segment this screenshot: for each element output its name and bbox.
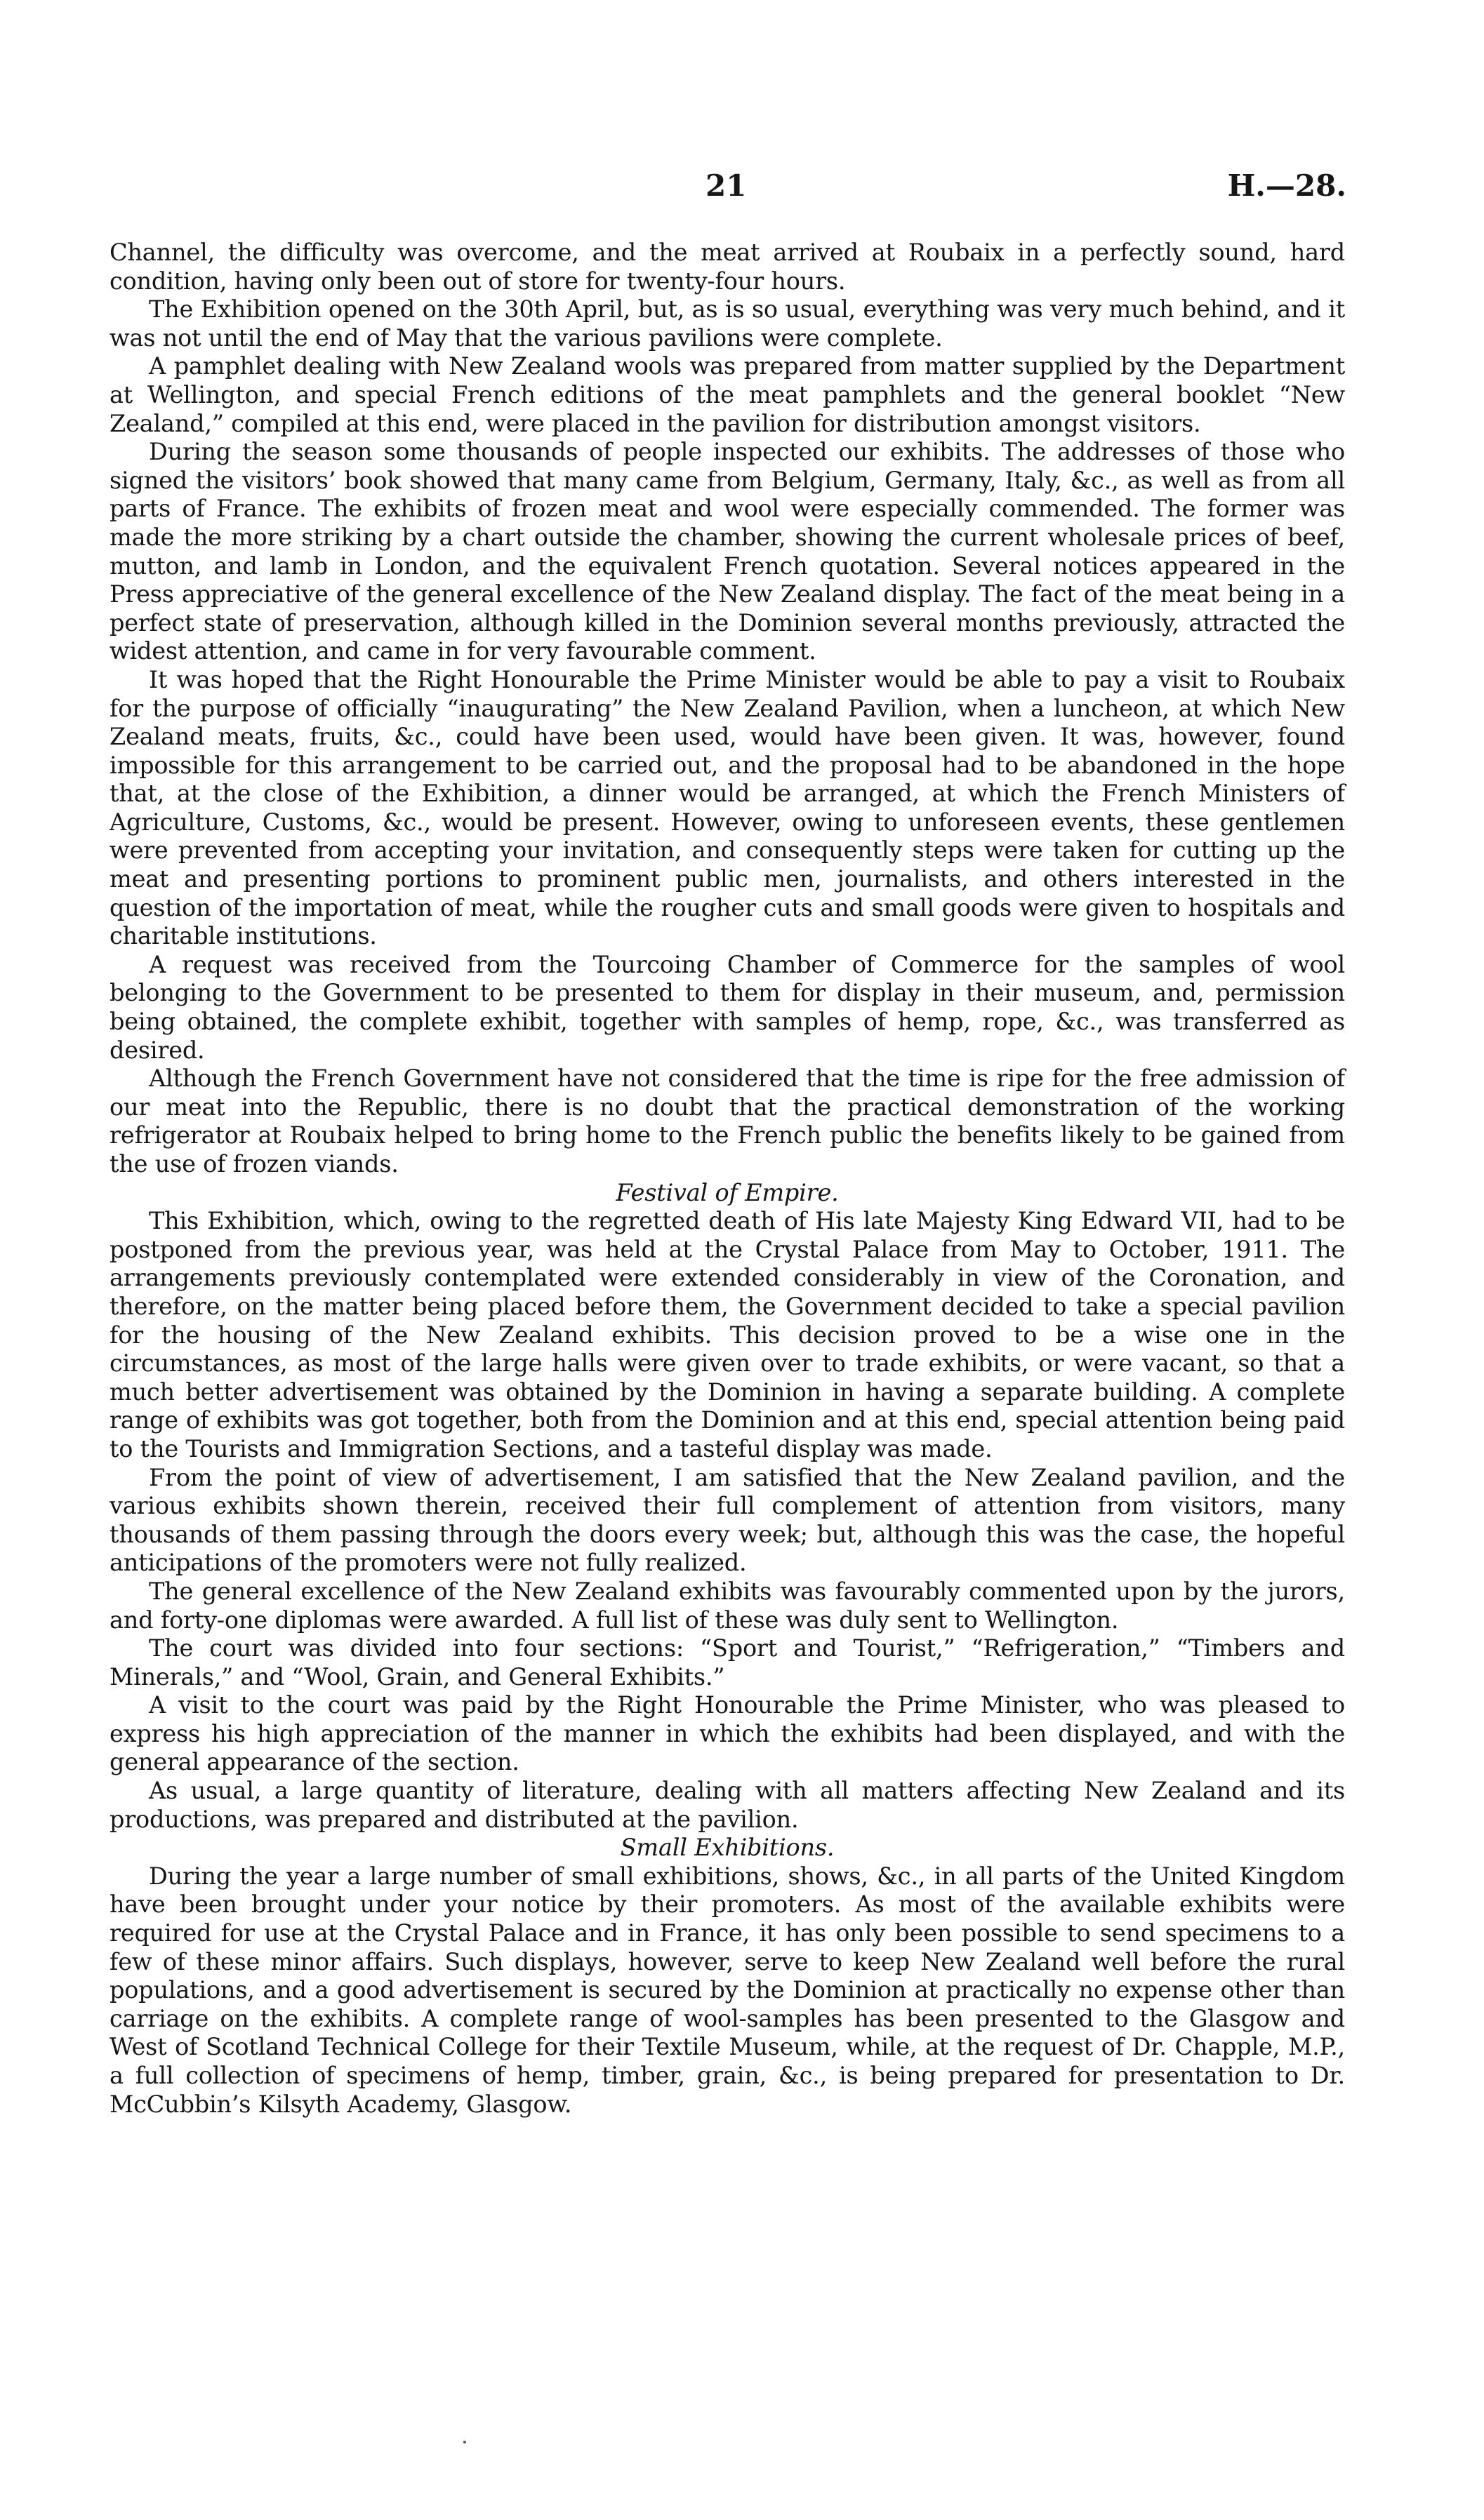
paragraph: The Exhibition opened on the 30th April, but, as is so usual, everything was very much behind, and it was not until the end of May that the various pavilions were complete.	[110, 295, 1345, 352]
paragraph: The court was divided into four sections: “Sport and Tourist,” “Refrigeration,” “Timbers and Minerals,” and “Wool, Grain, and General Exhibits.”	[110, 1634, 1345, 1691]
paragraph: A pamphlet dealing with New Zealand wools was prepared from matter supplied by the Department at Wellington, and special French editions of the meat pamphlets and the general booklet “New Zealand,” compiled at this end, were placed in the pavilion for distribution amongst visitors.	[110, 352, 1345, 437]
paragraph: During the season some thousands of people inspected our exhibits. The addresses of those who signed the visitors’ book showed that many came from Belgium, Germany, Italy, &c., as well as from all parts of France. The exhibits of frozen meat and wool were especially commended. The former was made the more striking by a chart outside the chamber, showing the current wholesale prices of beef, mutton, and lamb in London, and the equivalent French quotation. Several notices appeared in the Press appreciative of the general excellence of the New Zealand display. The fact of the meat being in a perfect state of preservation, although killed in the Dominion several months previously, attracted the widest attention, and came in for very favourable comment.	[110, 438, 1345, 665]
document-reference: H.—28.	[1227, 168, 1346, 203]
paragraph: Although the French Government have not considered that the time is ripe for the free admission of our meat into the Republic, there is no doubt that the practical demonstration of the working refrigerator at Roubaix helped to bring home to the French public the benefits likely to be gained from the use of frozen viands.	[110, 1065, 1345, 1178]
paragraph: As usual, a large quantity of literature, dealing with all matters affecting New Zealand and its productions, was prepared and distributed at the pavilion.	[110, 1777, 1345, 1833]
section-heading-festival-of-empire: Festival of Empire.	[616, 1178, 839, 1206]
paragraph: From the point of view of advertisement, I am satisfied that the New Zealand pavilion, and the various exhibits shown therein, received their full complement of attention from visitors, many thousands of them passing through the doors every week; but, although this was the case, the hopeful anticipations of the promoters were not fully realized.	[110, 1463, 1345, 1577]
document-body	[110, 239, 1345, 2119]
paragraph: Channel, the difficulty was overcome, and the meat arrived at Roubaix in a perfectly sound, hard condition, having only been out of store for twenty-four hours.	[110, 239, 1345, 295]
page-number: 21	[705, 168, 747, 203]
page-header	[0, 168, 1484, 211]
paragraph: It was hoped that the Right Honourable the Prime Minister would be able to pay a visit to Roubaix for the purpose of officially “inaugurating” the New Zealand Pavilion, when a luncheon, at which New Zealand meats, fruits, &c., could have been used, would have been given. It was, however, found impossible for this arrangement to be carried out, and the proposal had to be abandoned in the hope that, at the close of the Exhibition, a dinner would be arranged, at which the French Ministers of Agriculture, Customs, &c., would be present. However, owing to unforeseen events, these gentlemen were prevented from accepting your invitation, and consequently steps were taken for cutting up the meat and presenting portions to prominent public men, journalists, and others interested in the question of the importation of meat, while the rougher cuts and small goods were given to hospitals and charitable institutions.	[110, 665, 1345, 950]
paragraph: The general excellence of the New Zealand exhibits was favourably commented upon by the jurors, and forty-one diplomas were awarded. A full list of these was duly sent to Wellington.	[110, 1577, 1345, 1634]
paragraph: During the year a large number of small exhibitions, shows, &c., in all parts of the United Kingdom have been brought under your notice by their promoters. As most of the available exhibits were required for use at the Crystal Palace and in France, it has only been possible to send specimens to a few of these minor affairs. Such displays, however, serve to keep New Zealand well before the rural populations, and a good advertisement is secured by the Dominion at practically no expense other than carriage on the exhibits. A complete range of wool-samples has been presented to the Glasgow and West of Scotland Technical College for their Textile Museum, while, at the request of Dr. Chapple, M.P., a full collection of specimens of hemp, timber, grain, &c., is being prepared for presentation to Dr. McCubbin’s Kilsyth Academy, Glasgow.	[110, 1862, 1345, 2118]
section-heading-small-exhibitions: Small Exhibitions.	[620, 1834, 835, 1862]
paragraph: A request was received from the Tourcoing Chamber of Commerce for the samples of wool belonging to the Government to be presented to them for display in their museum, and, permission being obtained, the complete exhibit, together with samples of hemp, rope, &c., was transferred as desired.	[110, 950, 1345, 1064]
print-speck	[463, 2441, 466, 2444]
paragraph: This Exhibition, which, owing to the regretted death of His late Majesty King Edward VII, had to be postponed from the previous year, was held at the Crystal Palace from May to October, 1911. The arrangements previously contemplated were extended considerably in view of the Coronation, and therefore, on the matter being placed before them, the Government decided to take a special pavilion for the housing of the New Zealand exhibits. This decision proved to be a wise one in the circumstances, as most of the large halls were given over to trade exhibits, or were vacant, so that a much better advertisement was obtained by the Dominion in having a separate building. A complete range of exhibits was got together, both from the Dominion and at this end, special attention being paid to the Tourists and Immigration Sections, and a tasteful display was made.	[110, 1207, 1345, 1462]
paragraph: A visit to the court was paid by the Right Honourable the Prime Minister, who was pleased to express his high appreciation of the manner in which the exhibits had been displayed, and with the general appearance of the section.	[110, 1691, 1345, 1776]
